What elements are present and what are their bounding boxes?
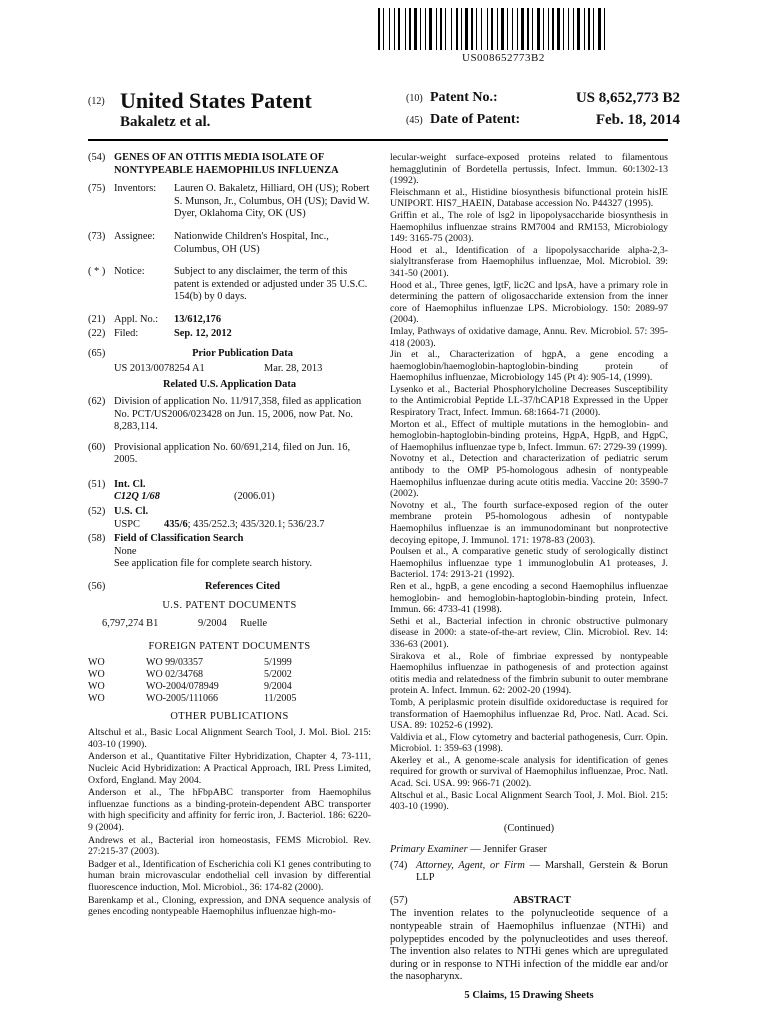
reference-item: Altschul et al., Basic Local Alignment Search Tool, J. Mol. Biol. 215: 403-10 (1990). [88, 727, 371, 750]
reference-item: Fleischmann et al., Histidine biosynthesis bifunctional protein hisIE UNIPORT. HIS7_HAEIN, Database accession No. P44327 (1995). [390, 186, 668, 210]
barcode-bar [541, 8, 542, 50]
barcode-bar [436, 8, 437, 50]
field-code: (58) [88, 533, 106, 545]
foreign-doc-number: WO-2004/078949 [146, 681, 219, 692]
patent-no-label: Patent No.: [430, 90, 498, 105]
foreign-doc-number: WO-2005/111066 [146, 692, 219, 704]
field-52 [88, 506, 371, 519]
barcode-bar [405, 8, 406, 50]
barcode-bar [483, 8, 486, 50]
left-column [88, 152, 371, 919]
foreign-docs-title: FOREIGN PATENT DOCUMENTS [148, 640, 311, 652]
uspc-primary: 435/6 [164, 518, 188, 530]
reference-item: Novotny et al., The fourth surface-exposed region of the outer membrane protein P5-homologous adhesin of nontypable Haemophilus influenzae is an immunodominant but nonprotective decoying epitope, J. Immunol. 171: 1978-83 (2003). [390, 499, 668, 546]
barcode-bar [602, 8, 603, 50]
barcode-bar [425, 8, 426, 50]
barcode-bar [586, 8, 587, 50]
field-label: Filed: [114, 327, 139, 339]
foreign-doc-row [88, 693, 371, 705]
date-value: Feb. 18, 2014 [595, 112, 680, 128]
field-code: (56) [88, 581, 106, 593]
barcode-bar [422, 8, 424, 50]
assignee: Nationwide Children's Hospital, Inc., Columbus, OH (US) [174, 230, 329, 255]
barcode-bar [489, 8, 490, 50]
abstract-title: ABSTRACT [513, 894, 571, 906]
field-code: (52) [88, 506, 106, 518]
reference-item: Novotny et al., Detection and characterization of pediatric serum antibody to the OMP P5-homologous adhesin of nontypeable Haemophilus influenzae during acute otitis media. Vaccine 20: 3590-7 (2002). [390, 453, 668, 500]
foreign-doc-date: 5/2002 [264, 669, 292, 681]
inventors: Lauren O. Bakaletz, Hilliard, OH (US); Robert S. Munson, Jr., Columbus, OH (US); David W. Dyer, Oklahoma City, OK (US) [174, 183, 370, 220]
related-title: Related U.S. Application Data [162, 379, 297, 391]
us-doc-date: 9/2004 [198, 618, 227, 630]
barcode-bar [407, 8, 408, 50]
field-label: Notice: [114, 266, 145, 278]
field-21 [88, 314, 371, 327]
uspc-secondary: ; 435/252.3; 435/320.1; 536/23.7 [187, 518, 325, 530]
barcode-bar [394, 8, 395, 50]
examiner-name: — Jennifer Graser [470, 844, 547, 856]
barcode-bar [595, 8, 597, 50]
division-application: Division of application No. 11/917,358, filed as application No. PCT/US2006/023428 on Jun. 15, 2006, now Pat. No. 8,283,114. [114, 395, 362, 433]
barcode-bar [509, 8, 511, 50]
foreign-doc-row [88, 657, 371, 669]
barcode-bar [584, 8, 585, 50]
us-doc-number: 6,797,274 B1 [102, 618, 159, 630]
foreign-doc-date: 5/1999 [264, 657, 292, 669]
foreign-doc-date: 11/2005 [264, 692, 297, 704]
barcode-bar [391, 8, 393, 50]
barcode-bar [555, 8, 556, 50]
reference-item: Anderson et al., The hFbpABC transporter from Haemophilus influenzae functions as a binding-protein-dependent ABC transporter with high specificity and affinity for ferric iron, J. Bacteriol. 186: 6220-9 (2004). [88, 787, 371, 833]
reference-item: Barenkamp et al., Cloning, expression, and DNA sequence analysis of genes encoding nontypeable Haemophilus influenzae high-mo- [88, 894, 371, 918]
barcode-bar [563, 8, 564, 50]
barcode-bar [461, 8, 462, 50]
barcode-bar [418, 8, 419, 50]
date-code: (45) [406, 115, 423, 126]
other-publications-list [88, 727, 371, 918]
patent-no-code: (10) [406, 93, 423, 104]
reference-item: Hood et al., Three genes, lgtF, lic2C and lpsA, have a primary role in determining the pattern of oligosaccharide extension from the inner core of Haemophilus influenzae LPS. Microbiology. 150: 2089-97 (2004). [390, 279, 668, 326]
field-code: (22) [88, 327, 106, 339]
reference-item: Jin et al., Characterization of hgpA, a gene encoding a haemoglobin/haemoglobin-haptoglobin-binding protein of Haemophilus influenzae, Microbiology 145 (Pt 4): 905-14, (1999). [390, 349, 668, 384]
barcode-bar [499, 8, 500, 50]
foreign-doc-number: WO 02/34768 [146, 669, 203, 681]
barcode-bar [512, 8, 513, 50]
reference-item: Lysenko et al., Bacterial Phosphorylcholine Decreases Susceptibility to the Antimicrobial Peptide LL-37/hCAP18 Expressed in the Upper Respiratory Tract, Infect. Immun. 68:1664-71 (2000). [390, 383, 668, 419]
header-right [406, 90, 680, 134]
barcode-bar [557, 8, 560, 50]
primary-examiner [390, 844, 668, 856]
publication-number: US008652773B2 [462, 52, 545, 64]
field-60 [88, 442, 371, 467]
barcode-bar [525, 8, 526, 50]
barcode-bar [471, 8, 473, 50]
patent-no-value: US 8,652,773 B2 [575, 90, 680, 106]
examiner-label: Primary Examiner [390, 844, 468, 856]
us-doc-name: Ruelle [240, 618, 268, 630]
barcode-bar [537, 8, 540, 50]
barcode-bar [497, 8, 498, 50]
reference-item: Sethi et al., Bacterial infection in chronic obstructive pulmonary disease in 2000: a state-of-the-art review, Clin. Microbiol. Rev. 14: 336-63 (2001). [390, 615, 668, 650]
reference-item: Akerley et al., A genome-scale analysis for identification of genes required for growth or survival of Haemophilus influenzae, Proc. Natl. Acad. Sci. USA. 99: 966-71 (2002). [390, 754, 668, 790]
reference-item: Morton et al., Effect of multiple mutations in the hemoglobin- and hemoglobin-haptoglobin-binding proteins, HgpA, HgpB, and HgpC, of Haemophilus influenzae type b, Infect. Immun. 67: 2729-39 (1999). [390, 418, 668, 453]
barcode-bar [459, 8, 460, 50]
right-column [390, 152, 668, 1002]
foreign-doc-row [88, 669, 371, 681]
barcode-bar [396, 8, 397, 50]
authors: Bakaletz et al. [120, 114, 211, 130]
barcode-bar [385, 8, 388, 50]
barcode-bar [433, 8, 435, 50]
field-label: Assignee: [114, 230, 155, 242]
barcode-bar [598, 8, 601, 50]
barcode-bar [519, 8, 520, 50]
barcode-bar [456, 8, 458, 50]
barcode-bar [491, 8, 493, 50]
field-57 [390, 895, 668, 907]
barcode-bar [552, 8, 554, 50]
barcode-bar [514, 8, 516, 50]
field-74 [390, 860, 668, 885]
reference-item: Sirakova et al., Role of fimbriae expressed by nontypeable Haemophilus influenzae in pathogenesis of and protection against otitis media and relatedness of the fimbrin subunit to outer membrane protein A. Infect. Immun. 62: 2002-20 (1994). [390, 650, 668, 697]
field-code: (73) [88, 230, 106, 242]
barcode-bar [532, 8, 533, 50]
field-65 [88, 348, 371, 361]
field-code: (74) [390, 860, 408, 872]
barcode-bar [383, 8, 384, 50]
field-code: ( * ) [88, 266, 106, 278]
field-search-note: See application file for complete search history. [114, 558, 313, 570]
barcode-bar [389, 8, 390, 50]
field-51 [88, 479, 371, 492]
barcode-bar [398, 8, 400, 50]
barcode [378, 8, 618, 50]
int-cl-class: C12Q 1/68 [114, 491, 160, 503]
field-75 [88, 183, 371, 221]
foreign-doc-row [88, 681, 371, 693]
field-search-none: None [114, 545, 137, 557]
patent-number-row [406, 90, 680, 112]
field-58 [88, 533, 371, 546]
barcode-bar [420, 8, 421, 50]
barcode-bar [527, 8, 529, 50]
reference-item: lecular-weight surface-exposed proteins related to filamentous hemagglutinin of Bordetella pertussis, Infect. Immun. 60:1302-13 (1992). [390, 152, 668, 187]
barcode-bar [507, 8, 508, 50]
field-56 [88, 581, 371, 594]
barcode-bar [588, 8, 590, 50]
barcode-bar [378, 8, 380, 50]
field-22 [88, 328, 371, 341]
barcode-bar [521, 8, 524, 50]
barcode-bar [429, 8, 432, 50]
barcode-bar [568, 8, 569, 50]
claims-summary: 5 Claims, 15 Drawing Sheets [464, 990, 594, 1001]
barcode-bar [575, 8, 576, 50]
prior-publication-row [114, 363, 371, 376]
foreign-doc-country: WO [88, 692, 105, 704]
barcode-bar [565, 8, 567, 50]
barcode-bar [476, 8, 477, 50]
invention-title: GENES OF AN OTITIS MEDIA ISOLATE OF NONTYPEABLE HAEMOPHILUS INFLUENZA [114, 152, 339, 176]
foreign-doc-country: WO [88, 657, 105, 669]
barcode-bar [543, 8, 544, 50]
attorney-label: Attorney, Agent, or Firm [416, 860, 525, 872]
barcode-bar [550, 8, 551, 50]
barcode-bar [401, 8, 404, 50]
barcode-bar [593, 8, 594, 50]
reference-item: Imlay, Pathways of oxidative damage, Annu. Rev. Microbiol. 57: 395-418 (2003). [390, 325, 668, 349]
field-label: Inventors: [114, 183, 157, 195]
barcode-bar [487, 8, 488, 50]
us-docs-title: U.S. PATENT DOCUMENTS [162, 599, 297, 611]
field-code: (54) [88, 152, 106, 163]
barcode-bar [412, 8, 413, 50]
barcode-bar [447, 8, 450, 50]
field-code: (57) [390, 894, 408, 906]
barcode-bar [545, 8, 547, 50]
continued-label: (Continued) [503, 822, 555, 834]
reference-item: Hood et al., Identification of a lipopolysaccharide alpha-2,3-sialyltransferase from Haemophilus influenzae, Mol. Microbiol. 39: 341-50 (2001). [390, 244, 668, 279]
header-rule [88, 139, 668, 141]
references-continued-list [390, 152, 668, 813]
barcode-bar [445, 8, 446, 50]
barcode-bar [465, 8, 468, 50]
reference-item: Griffin et al., The role of lsg2 in lipopolysaccharide biosynthesis in Haemophilus influenzae strains RM7004 and RM153, Microbiology 149: 3165-75 (2003). [390, 209, 668, 245]
barcode-bar [604, 8, 605, 50]
foreign-docs-list [88, 657, 371, 704]
barcode-bar [427, 8, 428, 50]
prior-publication-date: Mar. 28, 2013 [264, 362, 323, 374]
reference-item: Ren et al., hgpB, a gene encoding a second Haemophilus influenzae hemoglobin- and hemoglobin-haptoglobin-binding protein, Infect. Immun. 66: 4733-41 (1998). [390, 580, 668, 616]
document-title: United States Patent [120, 88, 312, 113]
barcode-bar [561, 8, 562, 50]
reference-item: Badger et al., Identification of Escherichia coli K1 genes contributing to human brain microvascular endothelial cell invasion by differential fluorescence induction, Mol. Microbiol., 36: 174-82 (2000). [88, 858, 371, 893]
field-code: (65) [88, 348, 106, 360]
int-cl-row [114, 491, 371, 504]
barcode-bar [469, 8, 470, 50]
barcode-bar [606, 8, 608, 50]
foreign-doc-country: WO [88, 669, 105, 681]
barcode-bar [534, 8, 536, 50]
prior-publication-number: US 2013/0078254 A1 [114, 362, 205, 374]
barcode-bar [453, 8, 455, 50]
barcode-bar [517, 8, 518, 50]
field-code: (21) [88, 313, 106, 325]
field-code: (62) [88, 395, 106, 407]
abstract-text: The invention relates to the polynucleotide sequence of a nontypeable strain of Haemophilus influenzae (NTHi) and polypeptides encoded by the polynucleotides and uses thereof. The invention also relates to NTHi genes which are upregulated during or in response to NTHi infection of the middle ear and/or the nasopharynx. [390, 908, 668, 983]
barcode-bar [494, 8, 496, 50]
field-label: Appl. No.: [114, 313, 159, 325]
reference-item: Tomb, A periplasmic protein disulfide oxidoreductase is required for transformation of Haemophilus influenzae Rd, Proc. Natl. Acad. Sci. USA. 89: 10252-6 (1992). [390, 696, 668, 732]
us-cl-label: U.S. Cl. [114, 506, 149, 518]
foreign-doc-date: 9/2004 [264, 681, 292, 692]
date-label: Date of Patent: [430, 112, 521, 127]
int-cl-year: (2006.01) [234, 491, 275, 503]
foreign-doc-number: WO 99/03357 [146, 657, 203, 669]
barcode-bar [548, 8, 549, 50]
field-code: (75) [88, 183, 106, 195]
barcode-bar [577, 8, 580, 50]
reference-item: Andrews et al., Bacterial iron homeostasis, FEMS Microbiol. Rev. 27:215-37 (2003). [88, 834, 371, 858]
barcode-bar [443, 8, 444, 50]
foreign-doc-country: WO [88, 681, 105, 692]
prior-publication-title: Prior Publication Data [192, 348, 293, 360]
barcode-bar [463, 8, 464, 50]
field-code: (51) [88, 478, 106, 490]
date-row [406, 112, 680, 134]
barcode-bar [501, 8, 504, 50]
barcode-bar [581, 8, 583, 50]
kind-code: (12) [88, 96, 105, 107]
barcode-bar [573, 8, 574, 50]
field-73 [88, 231, 371, 256]
field-notice [88, 266, 371, 304]
attorney-value: — Marshall, Gerstein & Borun LLP [416, 860, 668, 884]
field-62 [88, 396, 371, 434]
reference-item: Altschul et al., Basic Local Alignment Search Tool, J. Mol. Biol. 215: 403-10 (1990). [390, 789, 668, 813]
reference-item: Anderson et al., Quantitative Filter Hybridization, Chapter 4, 73-111, Nucleic Acid Hybridization: A Practical Approach, IRL Press Limited, Oxford, England. May 2004. [88, 751, 371, 786]
application-number: 13/612,176 [174, 313, 222, 325]
barcode-bar [478, 8, 480, 50]
barcode-bar [381, 8, 382, 50]
filing-date: Sep. 12, 2012 [174, 327, 232, 339]
field-search-label: Field of Classification Search [114, 533, 244, 545]
int-cl-label: Int. Cl. [114, 478, 146, 490]
barcode-bar [409, 8, 411, 50]
barcode-bar [505, 8, 506, 50]
field-54 [88, 152, 371, 177]
uspc-row [114, 519, 371, 532]
barcode-bar [591, 8, 592, 50]
reference-item: Poulsen et al., A comparative genetic study of serologically distinct Haemophilus influenzae type 1 immunoglobulin A1 proteases, J. Bacteriol. 174: 2913-21 (1992). [390, 546, 668, 581]
barcode-bar [451, 8, 452, 50]
barcode-bar [440, 8, 442, 50]
barcode-bar [530, 8, 531, 50]
barcode-bar [481, 8, 482, 50]
provisional-application: Provisional application No. 60/691,214, filed on Jun. 16, 2005. [114, 441, 351, 466]
barcode-bar [414, 8, 417, 50]
notice: Subject to any disclaimer, the term of this patent is extended or adjusted under 35 U.S.C. 154(b) by 0 days. [174, 266, 368, 303]
barcode-bar [474, 8, 475, 50]
barcode-bar [438, 8, 439, 50]
reference-item: Valdivia et al., Flow cytometry and bacterial pathogenesis, Curr. Opin. Microbiol. 1: 359-63 (1998). [390, 731, 668, 755]
us-doc-row [102, 618, 371, 631]
other-publications-title: OTHER PUBLICATIONS [170, 710, 289, 722]
uspc-label: USPC [114, 518, 140, 530]
barcode-bar [570, 8, 572, 50]
references-title: References Cited [204, 581, 281, 593]
field-code: (60) [88, 441, 106, 453]
